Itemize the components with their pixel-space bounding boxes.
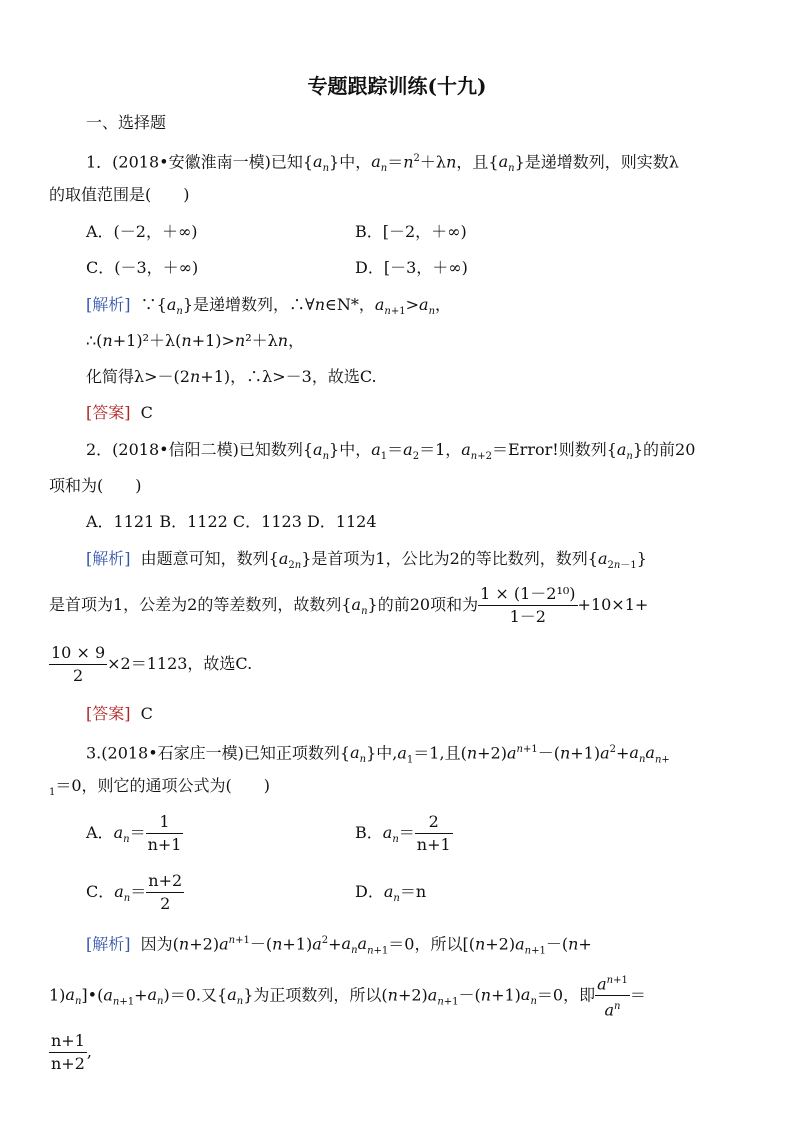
q1-stem-line1: 1．(2018•安徽淮南一模)已知$\{a_n\}$中，$a_n=n^2+\lambda n$，且$\{a_n\}$是递增数列，则实数λ	[86, 152, 679, 175]
q1-option-a: A．(－2，＋∞)	[86, 222, 198, 241]
q1-analysis-line1: [解析] $\because\{a_n\}$是递增数列，∴∀n∈N*，$a_{n+1}>a_n$，	[86, 295, 452, 318]
q2-analysis-line1: [解析] 由题意可知，数列$\{a_{2n}\}$是首项为1，公比为2的等比数列，数列$\{a_{2n-1}\}$	[86, 549, 647, 572]
fraction: $\frac{10 \times 9}{2}$	[51, 643, 106, 685]
q1-analysis-line3: 化简得λ>－(2n+1)，∴λ>－3，故选C.	[86, 367, 377, 386]
answer-label: [答案]	[86, 704, 131, 723]
analysis-label: [解析]	[86, 549, 131, 568]
q1-option-c: C．(－3，＋∞)	[86, 258, 199, 277]
analysis-label: [解析]	[86, 934, 131, 954]
fraction: $\frac{1}{n+1}$	[147, 812, 182, 854]
q3-option-b: B．$a_n=$ $\frac{2}{n+1}$	[355, 812, 451, 854]
answer-label: [答案]	[86, 403, 131, 422]
page-title: 专题跟踪训练(十九)	[307, 74, 487, 98]
q2-answer: [答案] C	[86, 704, 153, 723]
q2-analysis-line3: $\frac{10 \times 9}{2}$ ×2＝1123，故选C.	[51, 643, 253, 685]
q3-option-a: A．$a_n=$ $\frac{1}{n+1}$	[86, 812, 182, 854]
q3-analysis-line1: [解析] 因为$(n+2)a^{n+1}-(n+1)a^2+a_na_{n+1}=0$，所以[$(n+2)a_{n+1}-(n+$	[86, 934, 592, 957]
fraction: $\frac{\text{1 × (1－2¹⁰)}}{1-2}$	[480, 584, 576, 626]
q1-option-d: D．[－3，＋∞)	[355, 258, 468, 277]
q3-stem-line1: 3.(2018•石家庄一模)已知正项数列$\{a_n\}$中$,a_1=1$,且$(n+2)a^{n+1}-(n+1)a^2+a_na_{n+}$	[86, 743, 670, 766]
fraction: $\frac{n+1}{n+2}$	[51, 1031, 85, 1073]
q2-stem-line2: 项和为( )	[49, 476, 142, 495]
q1-stem-line2: 的取值范围是( )	[49, 185, 190, 204]
q3-analysis-line2: $1)a_n]•(a_{n+1}+a_n)=0$.又$\{a_n\}$为正项数列，所以$(n+2)a_{n+1}-(n+1)a_n=0$，即 $\frac{a^{n+1}}{a^n}$ ＝	[49, 970, 646, 1022]
q3-analysis-line3: $\frac{n+1}{n+2}$ ,	[51, 1031, 92, 1073]
q1-answer: [答案] C	[86, 403, 153, 422]
fraction: $\frac{a^{n+1}}{a^n}$	[597, 974, 628, 1020]
section-heading: 一、选择题	[86, 113, 167, 132]
analysis-label: [解析]	[86, 295, 131, 314]
q3-stem-line2: $_1$＝0，则它的通项公式为( )	[49, 776, 271, 799]
q2-options: A．1121 B．1122 C．1123 D．1124	[86, 512, 377, 531]
fraction: $\frac{n+2}{2}$	[148, 871, 183, 913]
q1-option-b: B．[－2，＋∞)	[355, 222, 467, 241]
fraction: $\frac{2}{n+1}$	[416, 812, 451, 854]
q3-option-c: C．$a_n=$ $\frac{n+2}{2}$	[86, 871, 183, 913]
q1-analysis-line2: ∴(n+1)²＋λ(n+1)>n²＋λn，	[86, 331, 305, 350]
q2-analysis-line2: 是首项为1，公差为2的等差数列，故数列$\{a_n\}$的前20项和为 $\frac{\text{1 × (1－2¹⁰)}}{1-2}$ +10×1+	[49, 584, 649, 626]
q3-option-d: D．$a_n=n$	[355, 882, 427, 905]
q2-stem-line1: 2．(2018•信阳二模)已知数列$\{a_n\}$中，$a_1=a_2=1$，$a_{n+2}=Error$!则数列$\{a_n\}$的前20	[86, 440, 696, 463]
